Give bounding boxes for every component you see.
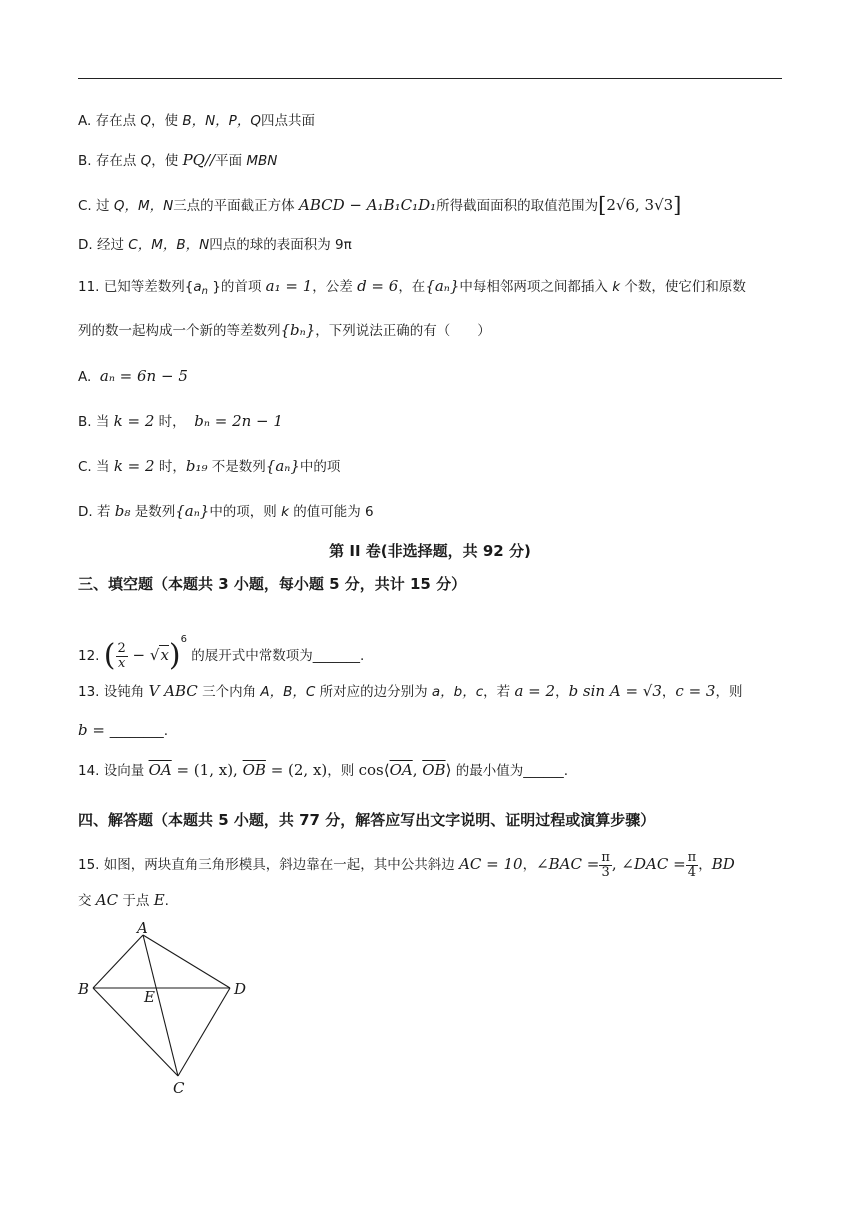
q14-comma: , xyxy=(412,761,423,779)
q13-e1: a = 2 xyxy=(514,682,556,700)
q12-fraction xyxy=(116,642,128,671)
q15-bd: BD xyxy=(711,855,735,873)
q12-label: 12. xyxy=(78,648,100,664)
q14-p3: 的最小值为______. xyxy=(451,763,569,779)
q11-l2-p1: 列的数一起构成一个新的等差数列 xyxy=(78,323,281,339)
q11-l2-p2: ，下列说法正确的有（ ） xyxy=(315,323,491,339)
q13-blank: ________. xyxy=(109,723,169,739)
q14-p2: ，则 xyxy=(327,763,359,779)
q15-l2-p1: 交 xyxy=(78,893,96,909)
q11a-label: A. xyxy=(78,369,92,385)
q12-num: 2 xyxy=(117,640,126,656)
q11c-mid: 时， xyxy=(154,459,186,475)
q14-cos: cos⟨ xyxy=(358,761,390,779)
q15-line1 xyxy=(78,844,735,885)
q11-seq-a: {aₙ} xyxy=(425,277,460,295)
q10a-points: B，N，P，Q xyxy=(182,113,261,129)
q11b-label: B. 当 xyxy=(78,414,114,430)
q10a-q: Q xyxy=(140,113,152,129)
q11d-mid: 中的项，则 xyxy=(209,504,282,520)
q13-e2: b sin A = √3 xyxy=(568,682,662,700)
q13-triangle: V ABC xyxy=(148,682,198,700)
q13-e3: c = 3 xyxy=(675,682,716,700)
q11d-seq: {aₙ} xyxy=(175,502,210,520)
q14-v1: $\overline{OA}$ xyxy=(148,761,172,779)
part4-title: 四、解答题（本题共 5 小题，共 77 分，解答应写出文字说明、证明过程或演算步骤） xyxy=(78,811,656,829)
header-rule xyxy=(78,78,782,79)
q13-p3: 所对应的边分别为 xyxy=(315,684,432,700)
q11-d: d = 6 xyxy=(357,277,399,295)
q14 xyxy=(78,760,568,781)
section2-title: 第 II 卷(非选择题，共 92 分) xyxy=(329,542,531,560)
q15-f2-den: 4 xyxy=(687,864,697,880)
label-e: E xyxy=(144,988,155,1006)
q13-p7: ，则 xyxy=(715,684,743,700)
edge-ab xyxy=(93,935,143,988)
q11-option-b xyxy=(78,411,283,432)
q10a-text: ，使 xyxy=(151,113,183,129)
q15-sep: , xyxy=(611,855,622,873)
q15-angle-dac: ∠DAC = xyxy=(621,855,686,873)
q11d-k: k xyxy=(281,504,289,520)
q15-angle-bac: ∠BAC = xyxy=(536,855,600,873)
q11-l1-p6: 个数，使它们和原数 xyxy=(620,279,746,295)
q10b-q: Q xyxy=(140,153,152,169)
q11-option-a xyxy=(78,366,188,387)
q10-option-d xyxy=(78,235,352,255)
q10d-points: C，M，B，N xyxy=(128,237,210,253)
q11-an: a xyxy=(193,279,202,295)
q13-b-eq: b = xyxy=(78,721,110,739)
q13-line1 xyxy=(78,681,742,702)
label-d: D xyxy=(234,980,247,998)
q11a-expr: aₙ = 6n − 5 xyxy=(99,367,188,385)
q11b-mid: 时， xyxy=(154,414,186,430)
q12-exp: 6 xyxy=(180,634,188,645)
q15-l2-p3: . xyxy=(164,893,169,909)
q10c-mid: 所得截面面积的取值范围为 xyxy=(436,198,599,214)
q15-p3: ， xyxy=(698,857,712,873)
q15-p2: ， xyxy=(522,857,537,873)
q14-p1: 14. 设向量 xyxy=(78,763,149,779)
label-a: A xyxy=(137,919,148,937)
q11-l1-p5: 中每相邻两项之间都插入 xyxy=(459,279,613,295)
q11d-text: 是数列 xyxy=(130,504,176,520)
q11-option-c xyxy=(78,456,340,477)
q15-f2-num: π xyxy=(687,849,697,865)
q15-f1-num: π xyxy=(601,849,610,865)
q10c-prefix: C. 过 xyxy=(78,198,114,214)
q11c-suffix: 中的项 xyxy=(299,459,341,475)
q14-vb: $\overline{OB}$ xyxy=(422,761,446,779)
q12-den: x xyxy=(117,655,126,671)
q11b-cond: k = 2 xyxy=(113,412,155,430)
q15-line2 xyxy=(78,890,169,911)
quadrilateral-figure xyxy=(70,915,270,1100)
q10-option-b xyxy=(78,150,277,171)
edge-ad xyxy=(143,935,230,988)
q13-line2 xyxy=(78,720,168,741)
q13-p6: ， xyxy=(661,684,676,700)
q11-line1: 11. 已知等差数列{$a_n$ }的首项 a₁ = 1，公差 d = 6，在{aₙ}中每相邻两项之间都插入 k 个数，使它们和原数 xyxy=(78,277,746,297)
q11c-seq: {aₙ} xyxy=(265,457,300,475)
q11-seq-b: {bₙ} xyxy=(280,321,316,339)
q13-p2: 三个内角 xyxy=(197,684,261,700)
label-c: C xyxy=(173,1079,185,1097)
q10d-text: 四点的球的表面积为 9π xyxy=(209,237,352,253)
q11c-cond: k = 2 xyxy=(113,457,155,475)
q10-option-c: C. 过 Q，M，N三点的平面截正方体 ABCD − A₁B₁C₁D₁所得截面面积的取值范围为[2√6, 3√3] xyxy=(78,193,682,217)
q11d-suffix: 的值可能为 6 xyxy=(288,504,374,520)
q11c-term: b₁₉ xyxy=(185,457,208,475)
q11-l1-p1: 11. 已知等差数列{ xyxy=(78,279,194,295)
q13-angles: A，B，C xyxy=(260,684,316,700)
q14-v1r: = (1, x), xyxy=(171,761,243,779)
q11-l1-p4: ，在 xyxy=(398,279,426,295)
q10b-mid: 平面 xyxy=(215,153,247,169)
q11d-term: b₈ xyxy=(114,502,131,520)
q14-v2r: = (2, x) xyxy=(265,761,328,779)
q15-f1-den: 3 xyxy=(601,864,610,880)
q13-p5: ， xyxy=(555,684,569,700)
q11c-text: 不是数列 xyxy=(207,459,266,475)
q15-ac: AC = 10 xyxy=(459,855,523,873)
q11c-label: C. 当 xyxy=(78,459,114,475)
label-b: B xyxy=(78,980,90,998)
q10c-range: 2√6, 3√3 xyxy=(606,196,674,214)
q13-p4: ，若 xyxy=(483,684,515,700)
q10c-points: Q，M，N xyxy=(113,198,174,214)
q13-p1: 13. 设钝角 xyxy=(78,684,149,700)
q10d-prefix: D. 经过 xyxy=(78,237,129,253)
q15-l2-p2: 于点 xyxy=(118,893,154,909)
q10b-expr: PQ// xyxy=(182,151,216,169)
q14-close: ⟩ xyxy=(445,761,452,779)
q10a-suffix: 四点共面 xyxy=(260,113,315,129)
q10-option-a xyxy=(78,111,315,131)
q14-v2: $\overline{OB}$ xyxy=(242,761,266,779)
q12: 12. ( $\frac{2}{x}$ − √x)$^6$ 的展开式中常数项为_______. xyxy=(78,634,365,673)
q14-va: $\overline{OA}$ xyxy=(389,761,413,779)
q15-l2-ac: AC xyxy=(95,891,119,909)
q10c-cube: ABCD − A₁B₁C₁D₁ xyxy=(298,196,437,214)
q11-k: k xyxy=(612,279,621,295)
q10b-text: ，使 xyxy=(151,153,183,169)
q11-a1: a₁ = 1 xyxy=(265,277,313,295)
q11-l1-p2: }的首项 xyxy=(207,279,266,295)
edge-dc xyxy=(178,988,230,1076)
q11-l1-p3: ，公差 xyxy=(312,279,358,295)
q11-option-d xyxy=(78,501,374,522)
q13-sides: a，b，c xyxy=(431,684,484,700)
q11-line2 xyxy=(78,320,491,341)
q11d-label: D. 若 xyxy=(78,504,115,520)
q11b-expr: bₙ = 2n − 1 xyxy=(194,412,283,430)
q10b-plane: MBN xyxy=(246,153,278,169)
q15-l2-e: E xyxy=(153,891,165,909)
edge-bc xyxy=(93,988,178,1076)
q15-p1: 15. 如图，两块直角三角形模具，斜边靠在一起，其中公共斜边 xyxy=(78,857,460,873)
q12-minus: − xyxy=(127,646,150,664)
q12-text: 的展开式中常数项为_______. xyxy=(187,648,365,664)
q10a-prefix: A. 存在点 xyxy=(78,113,141,129)
q12-sqrt: x xyxy=(160,646,169,664)
part3-title: 三、填空题（本题共 3 小题，每小题 5 分，共计 15 分） xyxy=(78,575,467,593)
q10c-text: 三点的平面截正方体 xyxy=(173,198,299,214)
q10b-prefix: B. 存在点 xyxy=(78,153,141,169)
